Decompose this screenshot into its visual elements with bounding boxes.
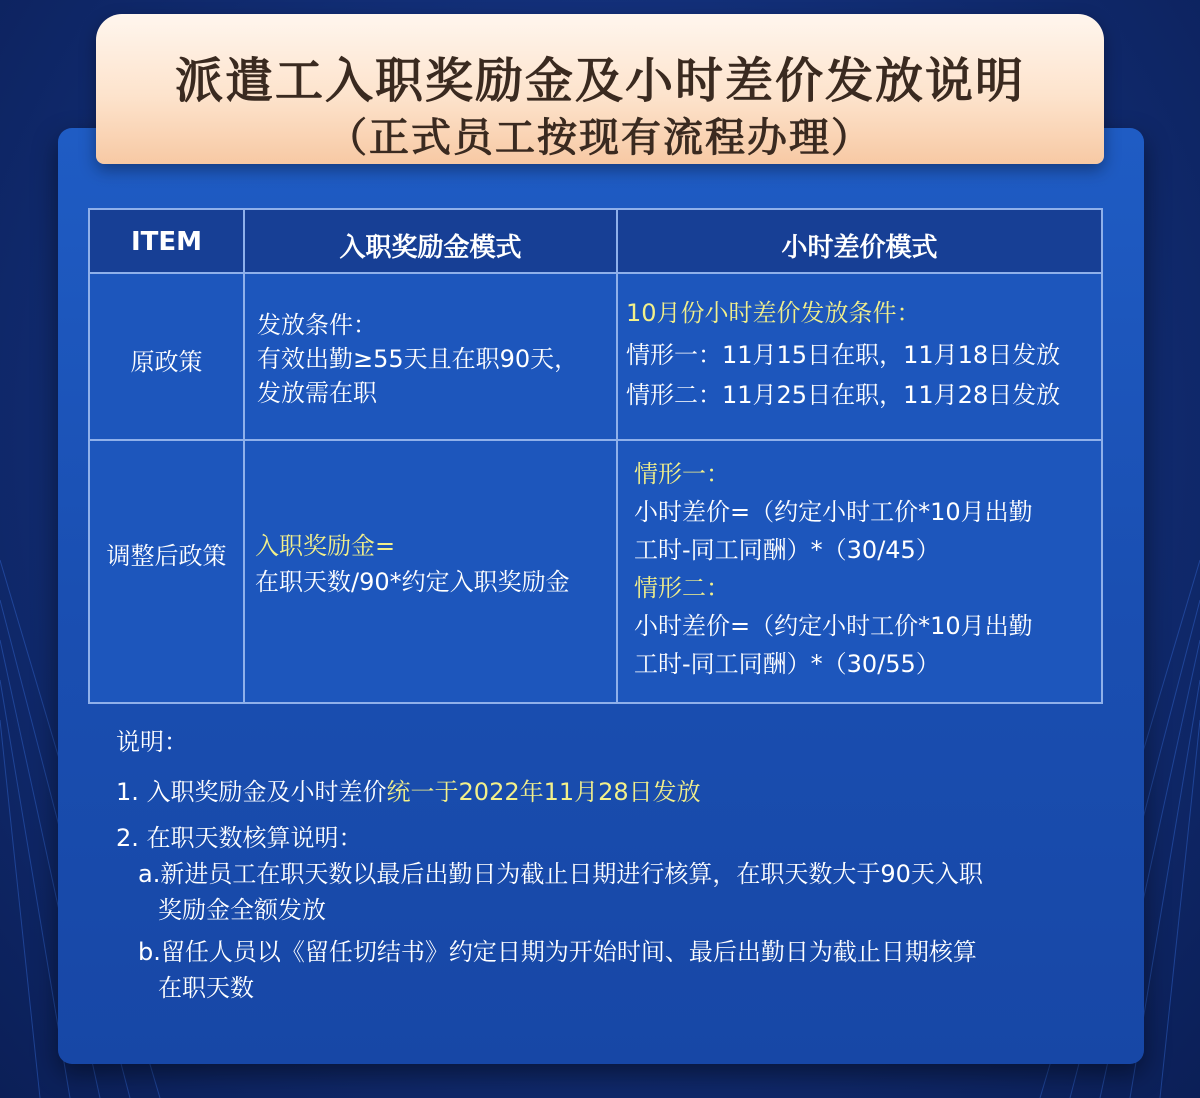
note-item-2a-line2: 奖励金全额发放 bbox=[158, 896, 326, 924]
note-item-1 bbox=[116, 776, 701, 808]
header-item: ITEM bbox=[90, 210, 245, 274]
note-item-1-highlight: 统一于2022年11月28日发放 bbox=[386, 778, 701, 806]
policy-table bbox=[88, 208, 1103, 704]
row-original-hourly: 10月份小时差价发放条件： 情形一：11月15日在职，11月18日发放 情形二：11月25日在职，11月28日发放 bbox=[618, 274, 1101, 441]
header-hourly-mode: 小时差价模式 bbox=[618, 210, 1101, 274]
row-original-bonus: 发放条件： 有效出勤≥55天且在职90天， 发放需在职 bbox=[245, 274, 618, 441]
notes-heading: 说明： bbox=[116, 728, 188, 756]
page-title: 派遣工入职奖励金及小时差价发放说明 bbox=[174, 53, 1025, 109]
title-banner bbox=[96, 14, 1104, 164]
row-adjusted-bonus: 入职奖励金= 在职天数/90*约定入职奖励金 bbox=[245, 441, 618, 702]
note-item-1-text: 1. 入职奖励金及小时差价 bbox=[116, 778, 387, 806]
page-subtitle: （正式员工按现有流程办理） bbox=[327, 115, 873, 161]
row-original-label: 原政策 bbox=[90, 274, 245, 441]
note-item-2b-line1: b.留任人员以《留任切结书》约定日期为开始时间、最后出勤日为截止日期核算 bbox=[138, 938, 977, 966]
header-bonus-mode: 入职奖励金模式 bbox=[245, 210, 618, 274]
note-item-2b-line2: 在职天数 bbox=[158, 974, 254, 1002]
note-item-2: 2. 在职天数核算说明： bbox=[116, 824, 363, 852]
row-adjusted-label: 调整后政策 bbox=[90, 441, 245, 702]
note-item-2a-line1: a.新进员工在职天数以最后出勤日为截止日期进行核算，在职天数大于90天入职 bbox=[138, 860, 983, 888]
row-adjusted-hourly: 情形一： 小时差价=（约定小时工价*10月出勤 工时-同工同酬）*（30/45） 情形二： 小时差价=（约定小时工价*10月出勤 工时-同工同酬）*（30/55） bbox=[634, 460, 1033, 678]
